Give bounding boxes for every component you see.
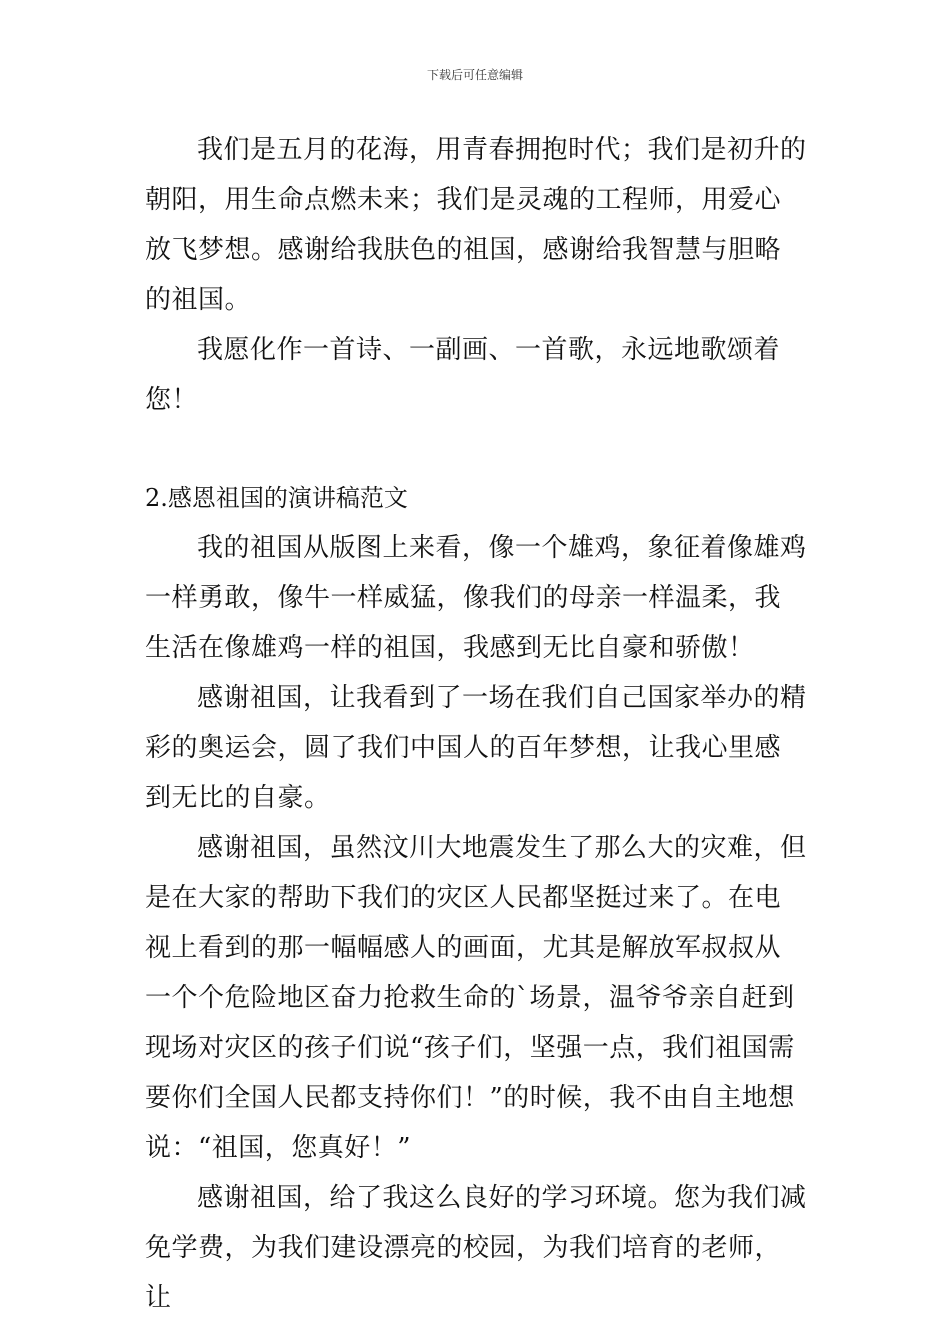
paragraph: 感谢祖国，虽然汶川大地震发生了那么大的灾难，但是在大家的帮助下我们的灾区人民都坚挺过来了。在电视上看到的那一幅幅感人的画面，尤其是解放军叔叔从一个个危险地区奋力抢救生命的`场景，温爷爷亲自赶到现场对灾区的孩子们说“孩子们，坚强一点，我们祖国需要你们全国人民都支持你们！”的时候，我不由自主地想说：“祖国，您真好！”: [145, 833, 807, 1163]
paragraph: 感谢祖国，让我看到了一场在我们自己国家举办的精彩的奥运会，圆了我们中国人的百年梦想，让我心里感到无比的自豪。: [145, 683, 807, 813]
paragraph: 感谢祖国，给了我这么良好的学习环境。您为我们减免学费，为我们建设漂亮的校园，为我们培育的老师，让: [145, 1183, 807, 1313]
document-body: [145, 125, 807, 1323]
paragraph: 我愿化作一首诗、一副画、一首歌，永远地歌颂着您！: [145, 335, 781, 415]
paragraph: 我们是五月的花海，用青春拥抱时代；我们是初升的朝阳，用生命点燃未来；我们是灵魂的工程师，用爱心放飞梦想。感谢给我肤色的祖国，感谢给我智慧与胆略的祖国。: [145, 135, 807, 315]
paragraph: 我的祖国从版图上来看，像一个雄鸡，象征着像雄鸡一样勇敢，像牛一样威猛，像我们的母亲一样温柔，我生活在像雄鸡一样的祖国，我感到无比自豪和骄傲！: [145, 533, 807, 663]
section-heading: 2.感恩祖国的演讲稿范文: [145, 484, 408, 512]
header-note: 下载后可任意编辑: [426, 68, 523, 82]
